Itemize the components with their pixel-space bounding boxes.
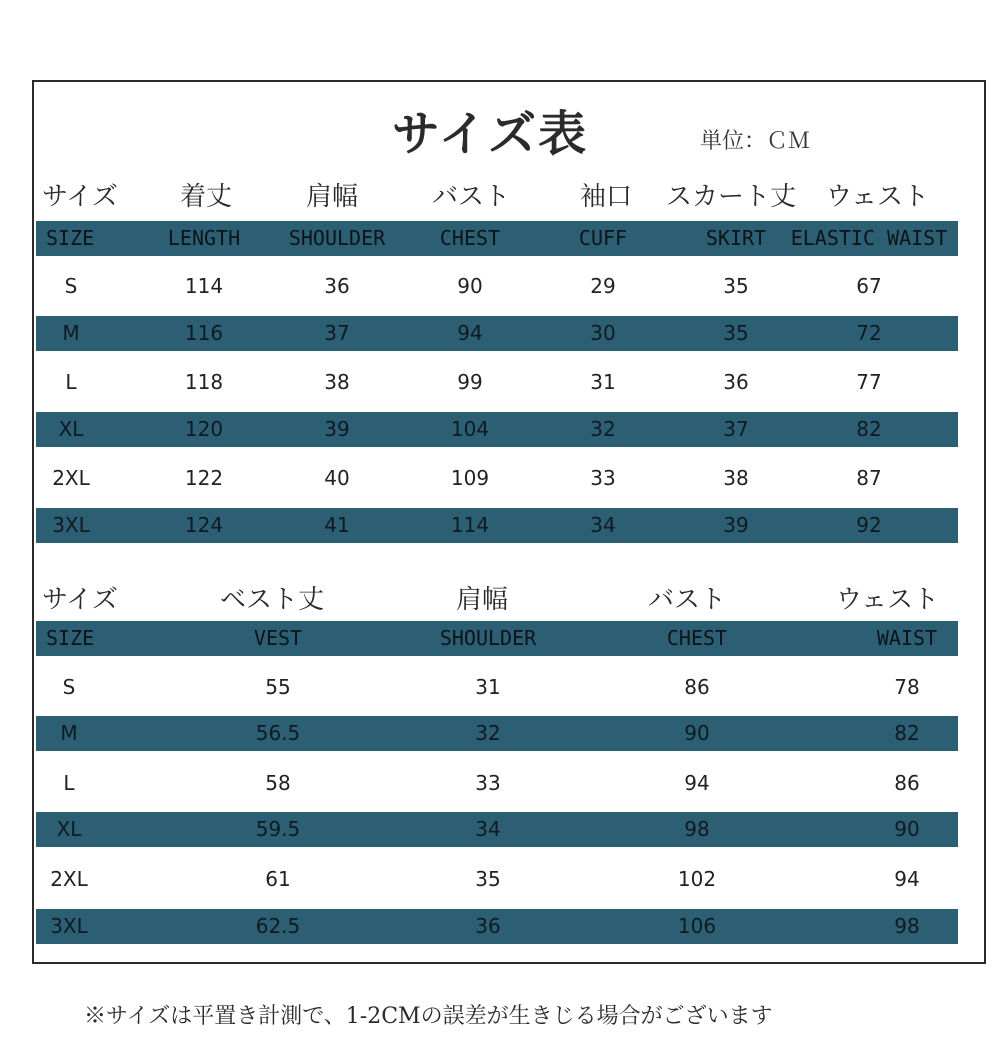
cuff-cell: 31 bbox=[590, 370, 616, 394]
table2-en-header bbox=[36, 621, 958, 656]
skirt-cell: 37 bbox=[723, 417, 749, 441]
size-cell: 3XL bbox=[50, 914, 88, 938]
cuff-cell: 34 bbox=[590, 513, 616, 537]
size-cell: 3XL bbox=[52, 513, 90, 537]
chest-cell: 86 bbox=[684, 675, 710, 699]
chest-cell: 90 bbox=[457, 274, 483, 298]
table1-jp-header bbox=[0, 176, 1000, 216]
table1-jp-header-shoulder: 肩幅 bbox=[306, 182, 359, 212]
table1-en-header-cuff: CUFF bbox=[578, 226, 628, 250]
table-row bbox=[36, 812, 958, 847]
waist-cell: 94 bbox=[894, 867, 920, 891]
cuff-cell: 33 bbox=[590, 466, 616, 490]
table2-en-header-chest: CHEST bbox=[666, 626, 728, 650]
table1-en-header-length: LENGTH bbox=[167, 226, 241, 250]
vest-cell: 55 bbox=[265, 675, 291, 699]
skirt-cell: 38 bbox=[723, 466, 749, 490]
table1-en-header-size: SIZE bbox=[46, 226, 95, 250]
table1-jp-header-length: 着丈 bbox=[180, 182, 233, 212]
length-cell: 118 bbox=[184, 370, 224, 394]
size-cell: L bbox=[65, 370, 77, 394]
measurement-footnote: ※サイズは平置き計測で、1-2CMの誤差が生きじる場合がございます bbox=[84, 1004, 773, 1029]
shoulder-cell: 35 bbox=[475, 867, 501, 891]
table2-en-header-waist: WAIST bbox=[876, 626, 938, 650]
length-cell: 124 bbox=[184, 513, 224, 537]
size-cell: L bbox=[63, 771, 75, 795]
table1-jp-header-waist: ウェスト bbox=[826, 182, 929, 212]
table2-jp-header-chest: バスト bbox=[648, 585, 727, 615]
waist-cell: 87 bbox=[856, 466, 882, 490]
waist-cell: 78 bbox=[894, 675, 920, 699]
chest-cell: 102 bbox=[677, 867, 717, 891]
table2-jp-header-shoulder: 肩幅 bbox=[456, 585, 509, 615]
vest-cell: 61 bbox=[265, 867, 291, 891]
chest-cell: 94 bbox=[684, 771, 710, 795]
skirt-cell: 36 bbox=[723, 370, 749, 394]
chest-cell: 94 bbox=[457, 321, 483, 345]
table1-jp-header-skirt: スカート丈 bbox=[666, 182, 797, 212]
size-cell: S bbox=[62, 675, 76, 699]
table2-jp-header-vest: ベスト丈 bbox=[220, 585, 325, 615]
waist-cell: 67 bbox=[856, 274, 882, 298]
waist-cell: 86 bbox=[894, 771, 920, 795]
shoulder-cell: 36 bbox=[475, 914, 501, 938]
table-row bbox=[36, 508, 958, 543]
chest-cell: 106 bbox=[677, 914, 717, 938]
shoulder-cell: 38 bbox=[324, 370, 350, 394]
chest-cell: 114 bbox=[450, 513, 490, 537]
waist-cell: 90 bbox=[894, 817, 920, 841]
chest-cell: 99 bbox=[457, 370, 483, 394]
table2-jp-header-waist: ウェスト bbox=[836, 585, 939, 615]
vest-cell: 56.5 bbox=[255, 721, 301, 745]
size-cell: M bbox=[62, 321, 80, 345]
shoulder-cell: 37 bbox=[324, 321, 350, 345]
chest-cell: 104 bbox=[450, 417, 490, 441]
chest-cell: 98 bbox=[684, 817, 710, 841]
size-cell: M bbox=[60, 721, 78, 745]
shoulder-cell: 34 bbox=[475, 817, 501, 841]
skirt-cell: 35 bbox=[723, 321, 749, 345]
table-row bbox=[36, 909, 958, 944]
size-cell: 2XL bbox=[50, 867, 88, 891]
vest-cell: 62.5 bbox=[255, 914, 301, 938]
size-cell: 2XL bbox=[52, 466, 90, 490]
skirt-cell: 39 bbox=[723, 513, 749, 537]
table2-en-header-vest: VEST bbox=[253, 626, 303, 650]
table-row bbox=[36, 461, 958, 496]
table1-en-header bbox=[36, 221, 958, 256]
size-cell: S bbox=[64, 274, 78, 298]
chest-cell: 90 bbox=[684, 721, 710, 745]
shoulder-cell: 40 bbox=[324, 466, 350, 490]
length-cell: 122 bbox=[184, 466, 224, 490]
table-row bbox=[36, 365, 958, 400]
length-cell: 116 bbox=[184, 321, 224, 345]
table-row bbox=[36, 269, 958, 304]
table1-en-header-shoulder: SHOULDER bbox=[288, 226, 386, 250]
waist-cell: 92 bbox=[856, 513, 882, 537]
table1-jp-header-size: サイズ bbox=[42, 182, 118, 212]
chart-title: サイズ表 bbox=[391, 106, 589, 162]
shoulder-cell: 33 bbox=[475, 771, 501, 795]
table-row bbox=[36, 766, 958, 801]
waist-cell: 77 bbox=[856, 370, 882, 394]
vest-cell: 59.5 bbox=[255, 817, 301, 841]
size-cell: XL bbox=[58, 417, 84, 441]
table2-jp-header-size: サイズ bbox=[42, 585, 118, 615]
size-cell: XL bbox=[56, 817, 82, 841]
skirt-cell: 35 bbox=[723, 274, 749, 298]
waist-cell: 72 bbox=[856, 321, 882, 345]
shoulder-cell: 31 bbox=[475, 675, 501, 699]
cuff-cell: 29 bbox=[590, 274, 616, 298]
table-row bbox=[36, 316, 958, 351]
cuff-cell: 32 bbox=[590, 417, 616, 441]
table1-en-header-elastic-waist: ELASTIC WAIST bbox=[790, 226, 948, 250]
length-cell: 120 bbox=[184, 417, 224, 441]
table1-jp-header-chest: バスト bbox=[432, 182, 511, 212]
unit-label: 単位：ＣＭ bbox=[700, 129, 811, 154]
chest-cell: 109 bbox=[450, 466, 490, 490]
shoulder-cell: 36 bbox=[324, 274, 350, 298]
waist-cell: 98 bbox=[894, 914, 920, 938]
table1-en-header-chest: CHEST bbox=[439, 226, 501, 250]
table-row bbox=[36, 716, 958, 751]
table-row bbox=[36, 670, 958, 705]
waist-cell: 82 bbox=[856, 417, 882, 441]
table-row bbox=[36, 412, 958, 447]
cuff-cell: 30 bbox=[590, 321, 616, 345]
waist-cell: 82 bbox=[894, 721, 920, 745]
table2-en-header-size: SIZE bbox=[46, 626, 95, 650]
table1-jp-header-cuff: 袖口 bbox=[580, 182, 633, 212]
table-row bbox=[36, 862, 958, 897]
shoulder-cell: 41 bbox=[324, 513, 350, 537]
length-cell: 114 bbox=[184, 274, 224, 298]
table2-en-header-shoulder: SHOULDER bbox=[439, 626, 537, 650]
table1-en-header-skirt: SKIRT bbox=[705, 226, 767, 250]
shoulder-cell: 32 bbox=[475, 721, 501, 745]
table2-jp-header bbox=[0, 579, 1000, 619]
vest-cell: 58 bbox=[265, 771, 291, 795]
shoulder-cell: 39 bbox=[324, 417, 350, 441]
